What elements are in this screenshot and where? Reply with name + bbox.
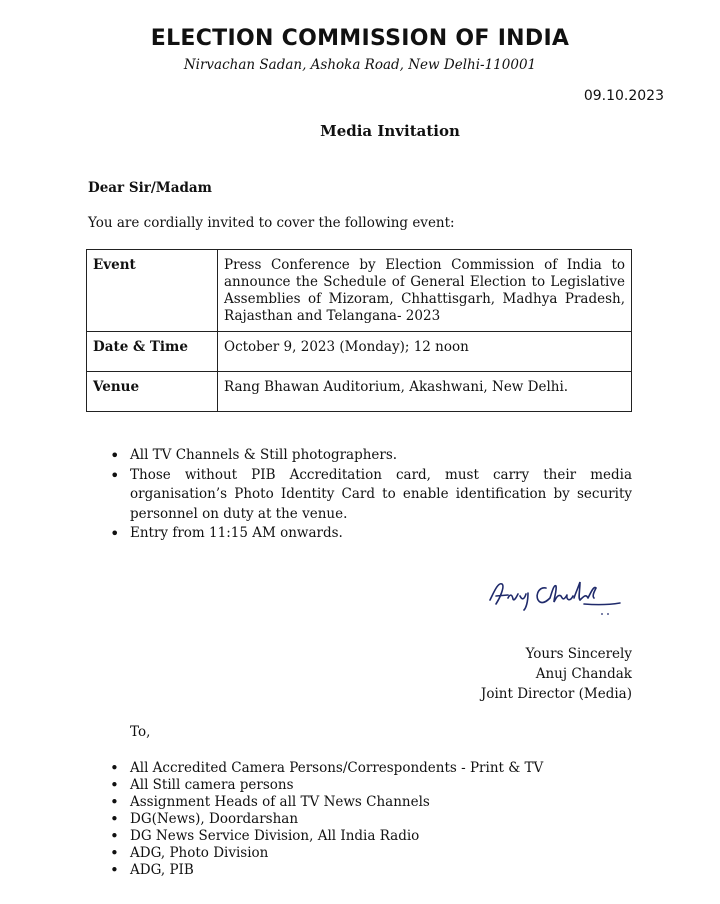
document-date: 09.10.2023 xyxy=(583,88,664,104)
list-item: • Entry from 11:15 AM onwards. xyxy=(110,524,632,544)
list-item: • ADG, Photo Division xyxy=(110,845,630,862)
table-row xyxy=(87,372,632,412)
notes-list xyxy=(110,446,632,544)
recipients-list xyxy=(110,760,630,879)
to-label: To, xyxy=(130,724,151,740)
venue-value: Rang Bhawan Auditorium, Akashwani, New Delhi. xyxy=(218,372,632,412)
list-item: • DG News Service Division, All India Radio xyxy=(110,828,630,845)
salutation: Dear Sir/Madam xyxy=(88,180,212,196)
signature-block xyxy=(481,644,632,704)
event-value: Press Conference by Election Commission of India to announce the Schedule of General Election to Legislative Assemblies of Mizoram, Chhattisgarh, Madhya Pradesh, Rajasthan and Telangana- 2023 xyxy=(218,250,632,332)
event-details-table xyxy=(86,249,632,412)
list-item: • All Accredited Camera Persons/Correspondents - Print & TV xyxy=(110,760,630,777)
document-heading: Media Invitation xyxy=(320,122,460,140)
event-label: Event xyxy=(87,250,218,332)
closing-text: Yours Sincerely xyxy=(525,646,632,662)
list-item: • All Still camera persons xyxy=(110,777,630,794)
organization-address: Nirvachan Sadan, Ashoka Road, New Delhi-110001 xyxy=(183,57,537,73)
handwritten-signature xyxy=(484,574,624,622)
table-row xyxy=(87,332,632,372)
list-item: • All TV Channels & Still photographers. xyxy=(110,446,632,466)
list-item: • Those without PIB Accreditation card, must carry their media organisation’s Photo Identity Card to enable identification by security personnel on duty at the venue. xyxy=(110,466,632,525)
signatory-name: Anuj Chandak xyxy=(535,666,632,682)
intro-text: You are cordially invited to cover the following event: xyxy=(88,215,455,231)
list-item: • DG(News), Doordarshan xyxy=(110,811,630,828)
list-item: • Assignment Heads of all TV News Channels xyxy=(110,794,630,811)
table-row xyxy=(87,250,632,332)
signatory-designation: Joint Director (Media) xyxy=(480,686,632,702)
date-time-value: October 9, 2023 (Monday); 12 noon xyxy=(218,332,632,372)
venue-label: Venue xyxy=(87,372,218,412)
list-item: • ADG, PIB xyxy=(110,862,630,879)
date-time-label: Date & Time xyxy=(87,332,218,372)
organization-title: ELECTION COMMISSION OF INDIA xyxy=(150,26,570,51)
